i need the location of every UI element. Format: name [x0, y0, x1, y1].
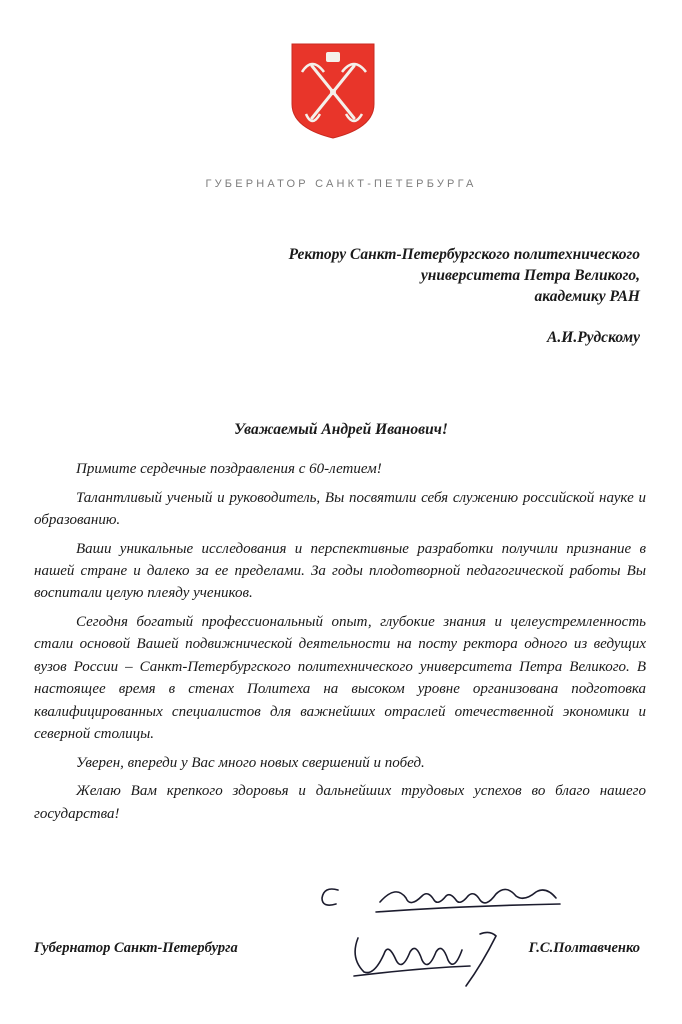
body-paragraph: Желаю Вам крепкого здоровья и дальнейших трудовых успехов во благо нашего государства! — [34, 783, 646, 822]
letter-body — [34, 458, 646, 831]
addressee-line: университета Петра Великого, — [420, 267, 640, 284]
body-paragraph: Ваши уникальные исследования и перспективные разработки получили признание в нашей стране и далеко за ее пределами. За годы плодотворной педагогической работы Вы воспитали целую плеяду учеников. — [34, 540, 646, 602]
salutation: Уважаемый Андрей Иванович! — [234, 421, 448, 438]
addressee-line: Ректору Санкт-Петербургского политехнического — [288, 246, 640, 263]
addressee-line: академику РАН — [534, 288, 640, 305]
coat-of-arms-icon — [290, 42, 376, 140]
addressee-block — [289, 244, 640, 348]
handwritten-signature — [310, 872, 580, 992]
addressee-name: А.И.Рудскому — [547, 329, 640, 346]
body-paragraph: Сегодня богатый профессиональный опыт, глубокие знания и целеустремленность стали основой Вашей подвижнической деятельности на посту ректора одного из ведущих вузов России – Санкт-Петербургского политехнического университета Петра Великого. В настоящее время в стенах Политеха на высоком уровне организована подготовка квалифицированных специалистов для важнейших отраслей отечественной экономики и северной столицы. — [34, 614, 646, 743]
body-paragraph: Талантливый ученый и руководитель, Вы посвятили себя служению российской науке и образованию. — [34, 489, 646, 528]
signatory-name: Г.С.Полтавченко — [528, 940, 640, 956]
body-paragraph: Уверен, впереди у Вас много новых свершений и побед. — [76, 754, 425, 771]
signatory-title: Губернатор Санкт-Петербурга — [34, 940, 238, 956]
body-paragraph: Примите сердечные поздравления с 60-летием! — [76, 461, 382, 477]
letterhead-title: ГУБЕРНАТОР САНКТ-ПЕТЕРБУРГА — [205, 178, 477, 190]
